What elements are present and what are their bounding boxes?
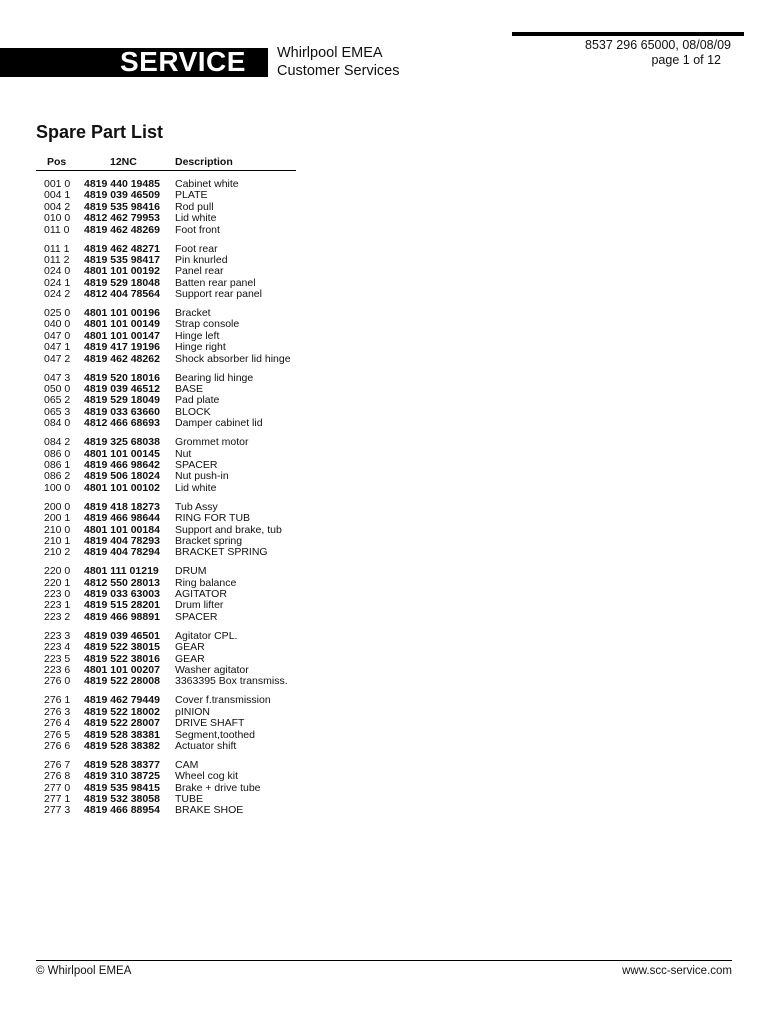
part-pos: 200 0 xyxy=(44,500,71,513)
part-group xyxy=(0,631,320,688)
part-group xyxy=(0,566,320,623)
part-description: PLATE xyxy=(175,189,208,202)
part-12nc: 4819 515 28201 xyxy=(84,599,160,612)
document-number-date: 8537 296 65000, 08/08/09 xyxy=(585,38,731,52)
part-pos: 065 2 xyxy=(44,394,71,407)
table-row xyxy=(0,771,320,782)
document-reference xyxy=(585,38,731,68)
table-row xyxy=(0,483,320,494)
part-12nc: 4801 101 00102 xyxy=(84,481,160,494)
part-12nc: 4812 462 79953 xyxy=(84,212,160,225)
part-pos: 223 2 xyxy=(44,610,71,623)
company-line-2: Customer Services xyxy=(277,63,400,79)
part-description: Panel rear xyxy=(175,265,224,278)
part-description: Foot rear xyxy=(175,242,218,255)
part-description: Wheel cog kit xyxy=(175,770,239,783)
part-12nc: 4812 550 28013 xyxy=(84,576,160,589)
part-description: Tub Assy xyxy=(175,500,218,513)
part-group xyxy=(0,695,320,752)
part-description: BRAKE SHOE xyxy=(175,804,244,817)
part-pos: 047 0 xyxy=(44,329,71,342)
part-12nc: 4819 404 78293 xyxy=(84,534,160,547)
part-pos: 040 0 xyxy=(44,318,71,331)
table-row xyxy=(0,225,320,236)
table-row xyxy=(0,805,320,816)
spare-part-table xyxy=(0,179,320,824)
part-description: Pad plate xyxy=(175,394,220,407)
table-row xyxy=(0,418,320,429)
part-pos: 277 3 xyxy=(44,804,71,817)
part-12nc: 4819 522 18002 xyxy=(84,705,160,718)
part-12nc: 4819 462 48269 xyxy=(84,223,160,236)
company-line-1: Whirlpool EMEA xyxy=(277,45,383,61)
part-pos: 223 3 xyxy=(44,629,71,642)
part-pos: 277 1 xyxy=(44,793,71,806)
part-12nc: 4819 466 98642 xyxy=(84,458,160,471)
part-pos: 277 0 xyxy=(44,781,71,794)
part-description: Support rear panel xyxy=(175,288,262,301)
part-description: Nut xyxy=(175,447,192,460)
part-pos: 200 1 xyxy=(44,512,71,525)
page-number: page 1 of 12 xyxy=(651,53,721,67)
part-description: Segment,toothed xyxy=(175,728,255,741)
part-pos: 220 0 xyxy=(44,565,71,578)
part-12nc: 4801 101 00147 xyxy=(84,329,160,342)
part-group xyxy=(0,502,320,559)
part-pos: 025 0 xyxy=(44,307,71,320)
part-description: SPACER xyxy=(175,610,218,623)
part-12nc: 4819 039 46512 xyxy=(84,383,160,396)
header-top-rule xyxy=(512,32,744,36)
part-description: Bracket spring xyxy=(175,534,243,547)
part-description: BLOCK xyxy=(175,405,211,418)
part-pos: 050 0 xyxy=(44,383,71,396)
part-pos: 086 2 xyxy=(44,470,71,483)
part-description: Strap console xyxy=(175,318,240,331)
part-description: Support and brake, tub xyxy=(175,523,282,536)
part-description: Batten rear panel xyxy=(175,276,256,289)
part-12nc: 4819 440 19485 xyxy=(84,178,160,190)
part-description: Hinge right xyxy=(175,341,226,354)
table-row xyxy=(0,266,320,277)
part-12nc: 4819 528 38377 xyxy=(84,758,160,771)
part-description: Grommet motor xyxy=(175,436,249,449)
part-description: Bracket xyxy=(175,307,211,320)
footer-copyright: © Whirlpool EMEA xyxy=(36,965,132,977)
part-12nc: 4819 535 98417 xyxy=(84,253,160,266)
part-pos: 276 7 xyxy=(44,758,71,771)
part-pos: 004 2 xyxy=(44,200,71,213)
part-12nc: 4819 462 48271 xyxy=(84,242,160,255)
part-description: DRIVE SHAFT xyxy=(175,717,245,730)
part-description: TUBE xyxy=(175,793,204,806)
table-row xyxy=(0,642,320,653)
part-description: Hinge left xyxy=(175,329,220,342)
table-row xyxy=(0,289,320,300)
part-pos: 223 1 xyxy=(44,599,71,612)
column-header-12nc: 12NC xyxy=(110,156,137,168)
part-pos: 086 0 xyxy=(44,447,71,460)
column-header-rule xyxy=(36,170,296,171)
part-description: Actuator shift xyxy=(175,739,237,752)
part-description: BRACKET SPRING xyxy=(175,546,268,559)
part-pos: 223 6 xyxy=(44,664,71,676)
table-row xyxy=(0,342,320,353)
part-12nc: 4819 532 38058 xyxy=(84,793,160,806)
part-description: Rod pull xyxy=(175,200,214,213)
page-title: Spare Part List xyxy=(36,122,164,142)
part-group xyxy=(0,244,320,301)
part-description: Nut push-in xyxy=(175,470,229,483)
part-description: Cover f.transmission xyxy=(175,694,271,707)
part-12nc: 4819 529 18049 xyxy=(84,394,160,407)
part-12nc: 4801 101 00196 xyxy=(84,307,160,320)
part-12nc: 4801 101 00145 xyxy=(84,447,160,460)
table-row xyxy=(0,513,320,524)
table-row xyxy=(0,354,320,365)
part-group xyxy=(0,308,320,365)
part-12nc: 4819 529 18048 xyxy=(84,276,160,289)
part-pos: 011 2 xyxy=(44,253,70,266)
part-pos: 100 0 xyxy=(44,481,71,494)
table-row xyxy=(0,676,320,687)
part-pos: 220 1 xyxy=(44,576,71,589)
part-pos: 276 8 xyxy=(44,770,71,783)
table-row xyxy=(0,566,320,577)
part-12nc: 4819 528 38381 xyxy=(84,728,160,741)
part-pos: 210 1 xyxy=(44,534,71,547)
part-description: BASE xyxy=(175,383,204,396)
part-12nc: 4819 506 18024 xyxy=(84,470,160,483)
part-12nc: 4819 520 18016 xyxy=(84,371,160,384)
part-description: Bearing lid hinge xyxy=(175,371,254,384)
part-12nc: 4801 101 00192 xyxy=(84,265,160,278)
part-12nc: 4819 522 38016 xyxy=(84,652,160,665)
part-12nc: 4819 039 46501 xyxy=(84,629,160,642)
part-description: Lid white xyxy=(175,481,217,494)
part-pos: 024 0 xyxy=(44,265,71,278)
part-pos: 223 4 xyxy=(44,641,71,654)
part-12nc: 4801 101 00207 xyxy=(84,664,160,676)
part-pos: 210 0 xyxy=(44,523,71,536)
part-12nc: 4819 418 18273 xyxy=(84,500,160,513)
part-12nc: 4819 462 79449 xyxy=(84,694,160,707)
service-logo-text: SERVICE xyxy=(120,46,246,77)
part-description: Cabinet white xyxy=(175,178,239,190)
part-description: Damper cabinet lid xyxy=(175,417,263,430)
table-row xyxy=(0,612,320,623)
part-12nc: 4819 466 98644 xyxy=(84,512,160,525)
part-12nc: 4819 325 68038 xyxy=(84,436,160,449)
part-pos: 210 2 xyxy=(44,546,71,559)
part-12nc: 4819 033 63003 xyxy=(84,588,160,601)
part-12nc: 4819 535 98416 xyxy=(84,200,160,213)
footer-website-link[interactable]: www.scc-service.com xyxy=(622,965,732,977)
part-12nc: 4819 522 28007 xyxy=(84,717,160,730)
part-pos: 223 5 xyxy=(44,652,71,665)
part-pos: 001 0 xyxy=(44,178,71,190)
part-12nc: 4819 466 88954 xyxy=(84,804,160,817)
part-description: Brake + drive tube xyxy=(175,781,261,794)
part-pos: 276 5 xyxy=(44,728,71,741)
part-description: DRUM xyxy=(175,565,207,578)
part-group xyxy=(0,760,320,817)
part-pos: 276 3 xyxy=(44,705,71,718)
part-pos: 276 6 xyxy=(44,739,71,752)
part-description: Shock absorber lid hinge xyxy=(175,352,291,365)
table-row xyxy=(0,213,320,224)
part-pos: 024 2 xyxy=(44,288,71,301)
part-12nc: 4819 522 28008 xyxy=(84,675,160,688)
part-12nc: 4819 310 38725 xyxy=(84,770,160,783)
part-description: CAM xyxy=(175,758,199,771)
part-description: Lid white xyxy=(175,212,217,225)
part-pos: 004 1 xyxy=(44,189,71,202)
column-header-description: Description xyxy=(175,156,233,168)
part-12nc: 4819 039 46509 xyxy=(84,189,160,202)
part-description: Pin knurled xyxy=(175,253,228,266)
part-12nc: 4819 033 63660 xyxy=(84,405,160,418)
part-pos: 047 3 xyxy=(44,371,71,384)
table-row xyxy=(0,718,320,729)
part-pos: 084 2 xyxy=(44,436,71,449)
part-pos: 084 0 xyxy=(44,417,71,430)
part-pos: 276 0 xyxy=(44,675,71,688)
part-pos: 024 1 xyxy=(44,276,71,289)
part-12nc: 4819 522 38015 xyxy=(84,641,160,654)
part-description: GEAR xyxy=(175,641,205,654)
table-row xyxy=(0,741,320,752)
part-description: 3363395 Box transmiss. xyxy=(175,675,288,688)
part-12nc: 4819 404 78294 xyxy=(84,546,160,559)
part-12nc: 4812 404 78564 xyxy=(84,288,160,301)
part-description: Drum lifter xyxy=(175,599,224,612)
part-description: RING FOR TUB xyxy=(175,512,251,525)
part-pos: 065 3 xyxy=(44,405,71,418)
part-pos: 086 1 xyxy=(44,458,71,471)
part-group xyxy=(0,179,320,236)
part-group xyxy=(0,373,320,430)
part-group xyxy=(0,437,320,494)
part-description: Agitator CPL. xyxy=(175,629,238,642)
part-pos: 011 0 xyxy=(44,223,70,236)
part-pos: 011 1 xyxy=(44,242,70,255)
part-12nc: 4801 101 00184 xyxy=(84,523,160,536)
part-description: SPACER xyxy=(175,458,218,471)
part-12nc: 4819 462 48262 xyxy=(84,352,160,365)
part-description: Washer agitator xyxy=(175,664,249,676)
part-pos: 276 4 xyxy=(44,717,71,730)
part-description: AGITATOR xyxy=(175,588,227,601)
table-row xyxy=(0,547,320,558)
part-12nc: 4819 417 19196 xyxy=(84,341,160,354)
part-12nc: 4801 101 00149 xyxy=(84,318,160,331)
column-header-pos: Pos xyxy=(47,156,67,168)
part-12nc: 4812 466 68693 xyxy=(84,417,160,430)
part-description: Ring balance xyxy=(175,576,237,589)
part-pos: 276 1 xyxy=(44,694,71,707)
part-description: pINION xyxy=(175,705,211,718)
part-description: GEAR xyxy=(175,652,205,665)
part-12nc: 4801 111 01219 xyxy=(84,565,159,578)
part-12nc: 4819 466 98891 xyxy=(84,610,160,623)
company-name xyxy=(277,44,399,80)
part-description: Foot front xyxy=(175,223,220,236)
footer-rule xyxy=(36,960,732,961)
table-row xyxy=(0,437,320,448)
part-pos: 223 0 xyxy=(44,588,71,601)
part-12nc: 4819 535 98415 xyxy=(84,781,160,794)
part-pos: 047 2 xyxy=(44,352,71,365)
part-12nc: 4819 528 38382 xyxy=(84,739,160,752)
part-pos: 047 1 xyxy=(44,341,71,354)
part-pos: 010 0 xyxy=(44,212,71,225)
